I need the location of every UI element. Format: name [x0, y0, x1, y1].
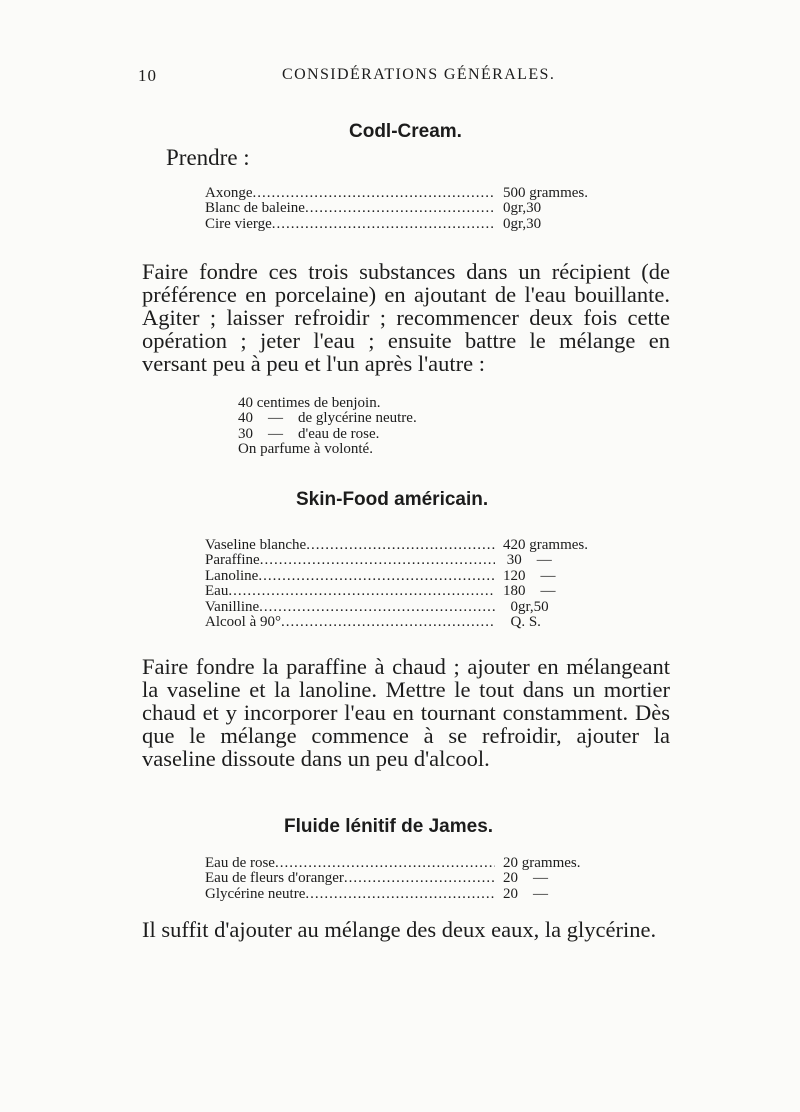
ingredient-qty: 30 —	[503, 552, 552, 569]
dot-leader	[260, 553, 495, 568]
recipe-title-codl-cream: Codl-Cream.	[349, 121, 462, 142]
dot-leader	[259, 600, 495, 615]
ingredient-name: Eau de rose	[205, 855, 275, 871]
dot-leader	[344, 871, 495, 886]
recipe-title-skin-food: Skin-Food américain.	[296, 489, 489, 510]
running-header: CONSIDÉRATIONS GÉNÉRALES.	[282, 66, 556, 83]
dot-leader	[275, 856, 495, 871]
ingredient-name: Lanoline	[205, 567, 259, 584]
ingredient-name: Cire vierge	[205, 215, 272, 232]
ingredient-name: Glycérine neutre	[205, 885, 306, 902]
recipe-title-fluide: Fluide lénitif de James.	[284, 816, 494, 837]
ingredient-row	[205, 615, 615, 630]
ingredient-name: Paraffine	[205, 552, 260, 569]
page-number: 10	[138, 66, 157, 85]
ingredient-name: Axonge	[205, 185, 253, 201]
instructions-skin-food: Faire fondre la paraffine à chaud ; ajouter en mélangeant la vaseline et la lanoline. Mettre le tout dans un mortier chaud et y incorporer l'eau en tournant constamment. Dès que le mélange commence à se refroidir, ajouter la vaseline dissoute dans un peu d'alcool.	[142, 654, 670, 771]
ingredient-qty: 20 —	[503, 885, 548, 902]
dot-leader	[258, 569, 495, 584]
ingredient-qty: 20 —	[503, 870, 548, 887]
ingredient-qty: 420 grammes.	[503, 537, 588, 553]
ingredient-list-fluide	[205, 856, 615, 902]
ingredient-list-codl-cream	[205, 186, 615, 232]
ingredient-qty: Q. S.	[503, 613, 541, 630]
dot-leader	[281, 615, 495, 630]
dot-leader	[305, 201, 495, 216]
ingredient-qty: 120 —	[503, 567, 556, 584]
ingredient-name: Blanc de baleine	[205, 200, 305, 217]
ingredient-list-skin-food	[205, 538, 615, 630]
dot-leader	[253, 186, 496, 201]
ingredient-qty: 500 grammes.	[503, 185, 588, 201]
dot-leader	[306, 538, 495, 553]
dot-leader	[272, 217, 495, 232]
ingredient-name: Eau	[205, 583, 229, 600]
ingredient-qty: 180 —	[503, 583, 556, 600]
ingredient-name: Vanilline	[205, 598, 260, 615]
dot-leader	[228, 584, 495, 599]
addition-line: 30 — d'eau de rose.	[238, 425, 380, 442]
ingredient-row	[205, 856, 615, 871]
ingredient-qty: 0gr,30	[503, 200, 542, 217]
addition-line: 40 centimes de benjoin.	[238, 395, 381, 411]
ingredient-row	[205, 553, 615, 568]
ingredient-row	[205, 569, 615, 584]
ingredient-name: Vaseline blanche	[205, 537, 307, 553]
ingredient-qty: 0gr,30	[503, 215, 542, 232]
ingredient-name: Eau de fleurs d'oranger	[205, 870, 344, 887]
addition-line: 40 — de glycérine neutre.	[238, 410, 417, 427]
additions-list	[238, 396, 417, 458]
ingredient-row	[205, 584, 615, 599]
ingredient-row	[205, 538, 615, 553]
instructions-codl-cream: Faire fondre ces trois substances dans un récipient (de préférence en porcelaine) en ajoutant de l'eau bouillante. Agiter ; laisser refroidir ; recommencer deux fois cette opération ; jeter l'eau ; ensuite battre le mélange en versant peu à peu et l'un après l'autre :	[142, 259, 670, 376]
ingredient-row	[205, 871, 615, 886]
addition-line: On parfume à volonté.	[238, 441, 373, 458]
instructions-fluide: Il suffit d'ajouter au mélange des deux eaux, la glycérine.	[142, 917, 657, 942]
ingredient-qty: 20 grammes.	[503, 855, 581, 871]
ingredient-row	[205, 186, 615, 201]
recipe-intro: Prendre :	[166, 145, 250, 170]
ingredient-row	[205, 600, 615, 615]
ingredient-row	[205, 201, 615, 216]
dot-leader	[305, 887, 495, 902]
ingredient-qty: 0gr,50	[503, 598, 549, 615]
ingredient-name: Alcool à 90°	[205, 613, 281, 630]
ingredient-row	[205, 887, 615, 902]
ingredient-row	[205, 217, 615, 232]
